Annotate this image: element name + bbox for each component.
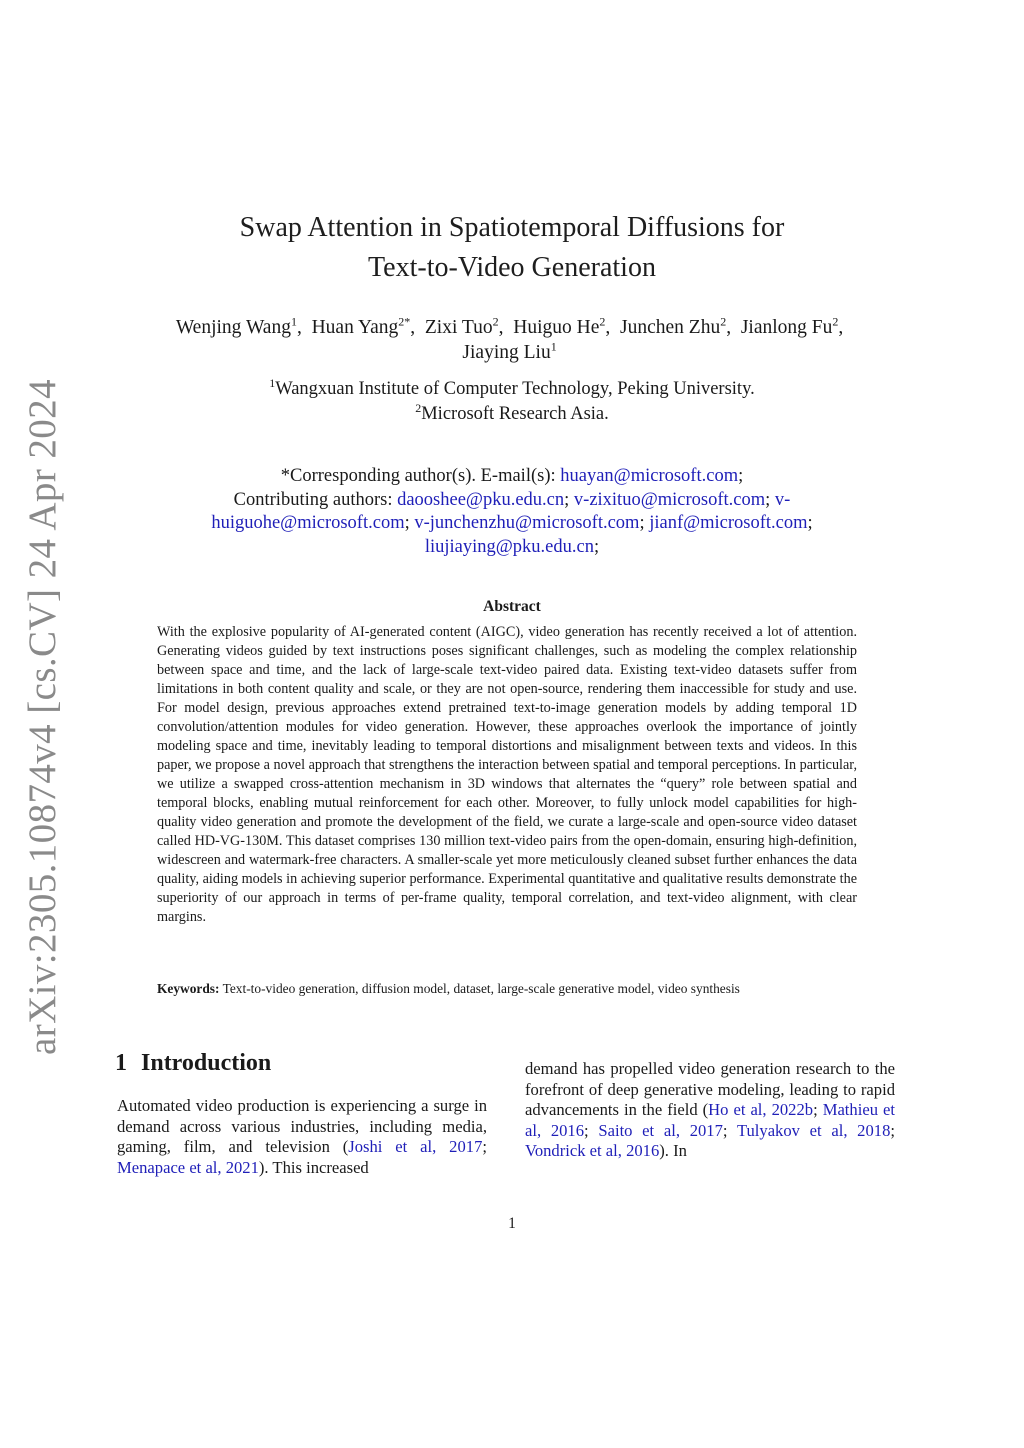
keywords-label: Keywords: [157,981,220,996]
title-line-2: Text-to-Video Generation [368,252,656,283]
author-list: Wenjing Wang$^1$, Huan Yang$^{2*}$, Zixi Tuo$^2$, Huiguo He$^2$, Junchen Zhu$^2$, Jianlong Fu$^2$, Jiaying Liu$^1$ [175,314,844,363]
page-number: 1 [508,1215,516,1232]
section-title: Introduction [141,1050,272,1076]
section-heading-introduction [115,1050,271,1077]
email-link[interactable]: huayan@microsoft.com [560,466,739,486]
affiliations [0,377,1024,427]
author-name: Zixi Tuo [424,317,493,338]
affiliation-1: $^1$Wangxuan Institute of Computer Technology, Peking University. [269,375,755,399]
citation-link[interactable]: Mathieu et al, 2016 [525,1100,895,1140]
section-number: 1 [115,1050,127,1076]
arxiv-identifier-stamp: arXiv:2305.10874v4 [cs.CV] 24 Apr 2024 [21,379,64,1055]
author-affiliation-mark: 1 [550,339,557,354]
author-affiliation-mark: 2 [832,314,839,329]
author-affiliation-mark: 2 [492,314,499,329]
email-link[interactable]: v-zixituo@microsoft.com [573,489,766,510]
author-name: Wenjing Wang [175,317,291,338]
intro-left-column: Automated video production is experiencing a surge in demand across various industries, including media, gaming, film, and television (Joshi et al, 2017; Menapace et al, 2021). This increased [117,1096,487,1177]
author-name: Junchen Zhu [620,317,721,338]
author-name: Jianlong Fu [740,317,833,338]
email-link[interactable]: jianf@microsoft.com [649,513,808,533]
author-name: Jiaying Liu [462,342,551,363]
abstract-text: With the explosive popularity of AI-generated content (AIGC), video generation has recently received a lot of attention. Generating videos guided by text instructions poses significant challenges, such as modeling the complex relationship between space and time, and the lack of large-scale text-video paired data. Existing text-video datasets suffer from limitations in both content quality and scale, or they are not open-source, rendering them inaccessible for study and use. For model design, previous approaches extend pretrained text-to-image generation models by adding temporal 1D convolution/attention modules for video generation. However, these approaches overlook the importance of jointly modeling space and time, inevitably leading to temporal distortions and misalignment between texts and videos. In this paper, we propose a novel approach that strengthens the interaction between spatial and temporal perceptions. In particular, we utilize a swapped cross-attention mechanism in 3D windows that alternates the “query” role between spatial and temporal blocks, enabling mutual reinforcement for each other. Moreover, to fully unlock model capabilities for high-quality video generation and promote the development of the field, we curate a large-scale and open-source video dataset called HD-VG-130M. This dataset comprises 130 million text-video pairs from the open-domain, ensuring high-definition, widescreen and watermark-free characters. A smaller-scale yet more meticulously cleaned subset further enhances the data quality, aiding models in achieving superior performance. Experimental quantitative and qualitative results demonstrate the superiority of our approach in terms of per-frame quality, temporal correlation, and text-video alignment, with clear margins. [157,624,857,925]
author-affiliation-mark: 2 [599,314,606,329]
citation-link[interactable]: Saito et al, 2017 [598,1120,723,1140]
author-name: Huiguo He [513,317,600,338]
author-affiliation-mark: 2* [398,314,411,329]
affiliation-2: $^2$Microsoft Research Asia. [415,400,609,424]
author-affiliation-mark: 1 [290,314,297,329]
email-link[interactable]: daooshee@pku.edu.cn [397,489,565,510]
citation-link[interactable]: Vondrick et al, 2016 [525,1141,660,1160]
email-link[interactable]: liujiaying@pku.edu.cn [424,536,594,557]
contact-info: *Corresponding author(s). E-mail(s): huayan@microsoft.com; Contributing authors: daooshee@pku.edu.cn; v-zixituo@microsoft.com; v-huiguohe@microsoft.com; v-junchenzhu@microsoft.com; jianf@microsoft.com; liujiaying@pku.edu.cn; [211,466,813,557]
paper-title [0,208,1024,288]
citation-link[interactable]: Menapace et al, 2021 [117,1157,259,1177]
citation-link[interactable]: Joshi et al, 2017 [348,1137,483,1156]
keywords [157,980,877,998]
author-affiliation-mark: 2 [720,314,727,329]
keywords-text: Text-to-video generation, diffusion model, dataset, large-scale generative model, video synthesis [222,981,740,996]
email-link[interactable]: v-huiguohe@microsoft.com [211,489,791,533]
email-link[interactable]: v-junchenzhu@microsoft.com [414,513,640,533]
abstract-heading: Abstract [483,598,541,615]
author-name: Huan Yang [311,317,399,338]
citation-link[interactable]: Tulyakov et al, 2018 [736,1120,891,1140]
intro-right-column: demand has propelled video generation research to the forefront of deep generative modeling, leading to rapid advancements in the field (Ho et al, 2022b; Mathieu et al, 2016; Saito et al, 2017; Tulyakov et al, 2018; Vondrick et al, 2016). In [525,1059,895,1160]
citation-link[interactable]: Ho et al, 2022b [708,1100,814,1119]
title-line-1: Swap Attention in Spatiotemporal Diffusions for [239,212,785,243]
